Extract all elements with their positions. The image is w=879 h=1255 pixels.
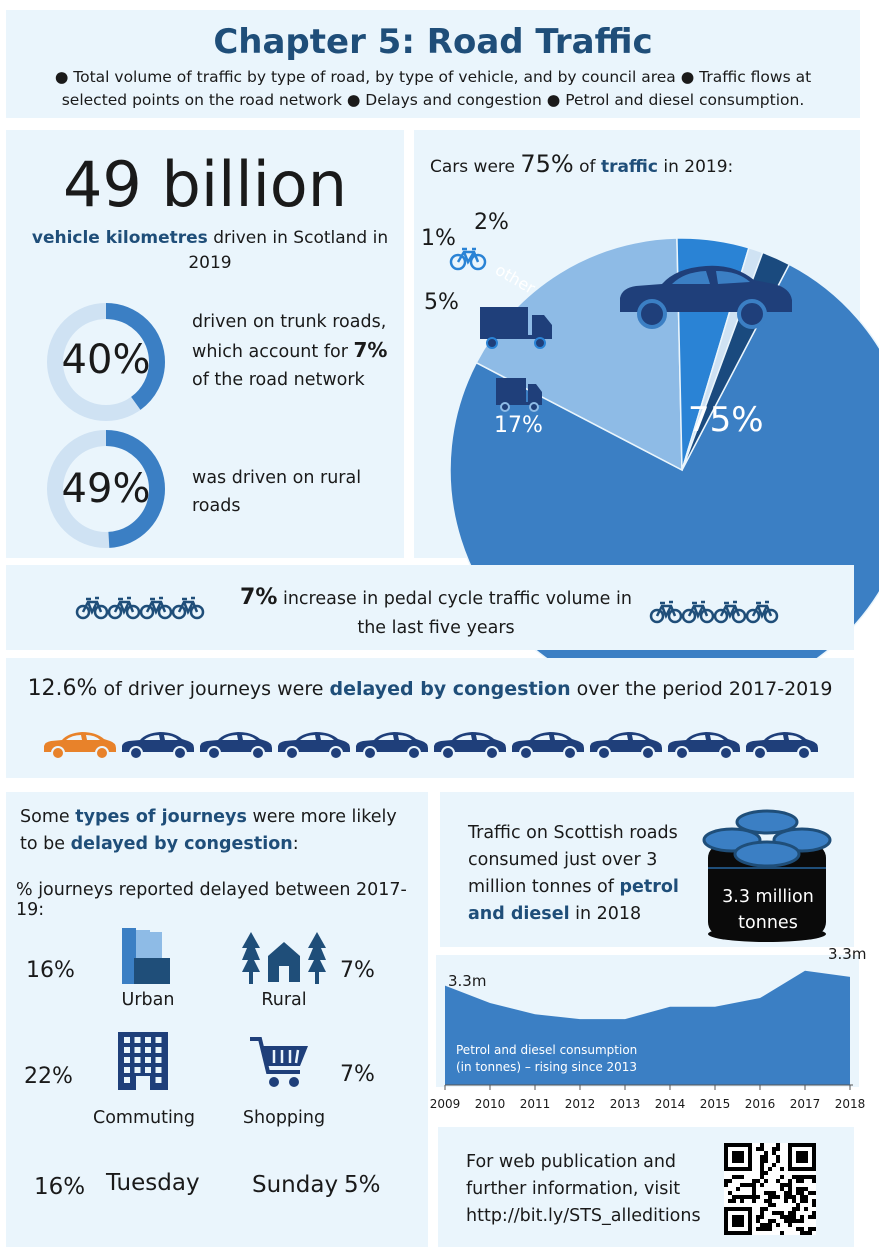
- web-text: [466, 1149, 701, 1230]
- fuel-start-label: 3.3m: [448, 972, 487, 990]
- journeys-sub: % journeys reported delayed between 2017-19:: [16, 880, 407, 920]
- fuel-text-a: Traffic on Scottish roads consumed just over 3 million tonnes of: [468, 823, 678, 897]
- x-tick-label: 2015: [699, 1097, 731, 1111]
- cycle-bold: 7%: [240, 585, 278, 610]
- pie-label-lgv: 17%: [494, 413, 543, 438]
- journeys-intro-b: were more likely to be: [20, 807, 397, 854]
- web-text-2: further information, visit: [466, 1179, 681, 1199]
- congestion-text-b: over the period 2017-2019: [570, 678, 833, 700]
- bicycle-group-left: [76, 595, 206, 625]
- pie-caption-bold: traffic: [600, 157, 658, 177]
- car-icon: [434, 732, 506, 759]
- urban-pct: 16%: [26, 958, 75, 983]
- congestion-text: [6, 676, 854, 701]
- tuesday-label: Tuesday: [106, 1170, 200, 1196]
- vehicle-km-desc: [30, 226, 390, 276]
- barrel-label: [716, 884, 820, 936]
- pie-caption-a: Cars were: [430, 157, 521, 177]
- page-title: Chapter 5: Road Traffic: [213, 22, 653, 62]
- pie-caption-c: in 2019:: [657, 157, 734, 177]
- x-tick-label: 2017: [789, 1097, 821, 1111]
- shopping-cart-icon: [250, 1036, 310, 1092]
- pie-label-cycle: 1%: [421, 226, 456, 251]
- qr-code-icon[interactable]: [724, 1143, 816, 1235]
- fuel-text: [468, 820, 690, 928]
- car-icon: [746, 732, 818, 759]
- web-text-1: For web publication and: [466, 1152, 677, 1172]
- congestion-text-a: of driver journeys were: [97, 678, 330, 700]
- barrel-label-1: 3.3 million: [722, 887, 814, 907]
- car-icon: [278, 732, 350, 759]
- x-tick-label: 2018: [834, 1097, 866, 1111]
- journeys-intro-c: :: [292, 834, 299, 854]
- pie-caption-b: of: [573, 157, 601, 177]
- commuting-pct: 22%: [24, 1064, 73, 1089]
- congestion-bold: delayed by congestion: [329, 678, 571, 700]
- bicycle-icon: [173, 598, 203, 618]
- trunk-pct: 40%: [61, 337, 151, 383]
- pie-label-other: 2%: [474, 210, 509, 235]
- bicycle-icon: [451, 249, 485, 269]
- vehicle-km-panel: [6, 130, 404, 558]
- journeys-panel: [6, 792, 428, 1247]
- pie-label-hgv: 5%: [424, 290, 459, 315]
- trunk-text: [192, 308, 392, 394]
- barrel-label-2: tonnes: [738, 913, 798, 933]
- fuel-end-label: 3.3m: [828, 945, 867, 963]
- bicycle-group-right: [650, 599, 780, 629]
- fuel-panel: [440, 792, 854, 947]
- fuel-text-bold: petrol and diesel: [468, 877, 679, 924]
- journeys-intro-bold2: delayed by congestion: [70, 834, 293, 854]
- urban-label: Urban: [121, 990, 175, 1010]
- rural-text: was driven on rural roads: [192, 468, 362, 516]
- journeys-intro-a: Some: [20, 807, 76, 827]
- sunday-pct: 5%: [344, 1172, 381, 1198]
- congestion-pct: 12.6%: [27, 676, 98, 701]
- bicycle-icon: [651, 602, 681, 622]
- x-tick-label: 2013: [609, 1097, 641, 1111]
- x-tick-label: 2009: [429, 1097, 461, 1111]
- tuesday-pct: 16%: [34, 1174, 86, 1200]
- rural-pct: 49%: [61, 466, 151, 512]
- x-tick-label: 2014: [654, 1097, 686, 1111]
- pie-other-label: other: [492, 260, 539, 298]
- fuel-note-1: Petrol and diesel consumption: [456, 1043, 638, 1057]
- car-icon: [356, 732, 428, 759]
- vehicle-km-desc-bold: vehicle kilometres: [31, 228, 208, 248]
- cycle-panel: [6, 565, 854, 650]
- congestion-panel: [6, 658, 854, 778]
- car-row: [42, 728, 832, 762]
- car-icon: [590, 732, 662, 759]
- trunk-text-b: of the road network: [192, 370, 365, 390]
- sunday-label: Sunday: [252, 1172, 339, 1198]
- pie-panel: [414, 130, 860, 558]
- x-tick-label: 2012: [564, 1097, 596, 1111]
- shopping-label: Shopping: [242, 1108, 326, 1128]
- journeys-intro: [20, 804, 410, 858]
- car-icon: [512, 732, 584, 759]
- car-icon-delayed: [44, 732, 116, 759]
- header-panel: [6, 10, 860, 118]
- x-tick-label: 2010: [474, 1097, 506, 1111]
- pie-label-cars: 75%: [688, 400, 764, 440]
- bicycle-icon: [747, 602, 777, 622]
- shopping-pct: 7%: [340, 1062, 375, 1087]
- rural-journey-pct: 7%: [340, 958, 375, 983]
- trunk-text-bold: 7%: [353, 338, 388, 362]
- fuel-note-2: (in tonnes) – rising since 2013: [456, 1060, 638, 1074]
- x-tick-label: 2011: [519, 1097, 551, 1111]
- city-buildings-icon: [120, 928, 172, 984]
- journeys-intro-bold1: types of journeys: [75, 807, 247, 827]
- bicycle-icon: [715, 602, 745, 622]
- commuting-label: Commuting: [92, 1108, 196, 1128]
- bicycle-icon: [109, 598, 139, 618]
- rural-label: Rural: [261, 990, 307, 1010]
- pie-caption-pct: 75%: [520, 150, 574, 178]
- web-url[interactable]: http://bit.ly/STS_alleditions: [466, 1206, 701, 1226]
- bicycle-icon: [683, 602, 713, 622]
- bicycle-icon: [77, 598, 107, 618]
- rural-house-icon: [242, 932, 326, 984]
- page-subtitle: ● Total volume of traffic by type of road, by type of vehicle, and by council area ● Traffic flows at selected points on the road network ● Delays and congestion ● Petrol and diesel consumption.: [54, 68, 812, 109]
- fuel-text-b: in 2018: [569, 904, 642, 924]
- car-icon: [122, 732, 194, 759]
- cycle-text: [236, 583, 636, 643]
- web-panel: [438, 1127, 854, 1247]
- vehicle-km-desc-rest: driven in Scotland in 2019: [188, 228, 389, 273]
- fuel-consumption-area-chart: [429, 945, 867, 1115]
- cycle-rest: increase in pedal cycle traffic volume in the last five years: [277, 589, 632, 638]
- traffic-pie-chart: [414, 130, 860, 558]
- vehicle-km-headline: 49 billion: [62, 148, 348, 221]
- office-building-icon: [118, 1032, 168, 1090]
- bicycle-icon: [141, 598, 171, 618]
- trunk-text-a: driven on trunk roads, which account for: [192, 312, 387, 362]
- x-tick-label: 2016: [744, 1097, 776, 1111]
- car-icon: [200, 732, 272, 759]
- car-icon: [668, 732, 740, 759]
